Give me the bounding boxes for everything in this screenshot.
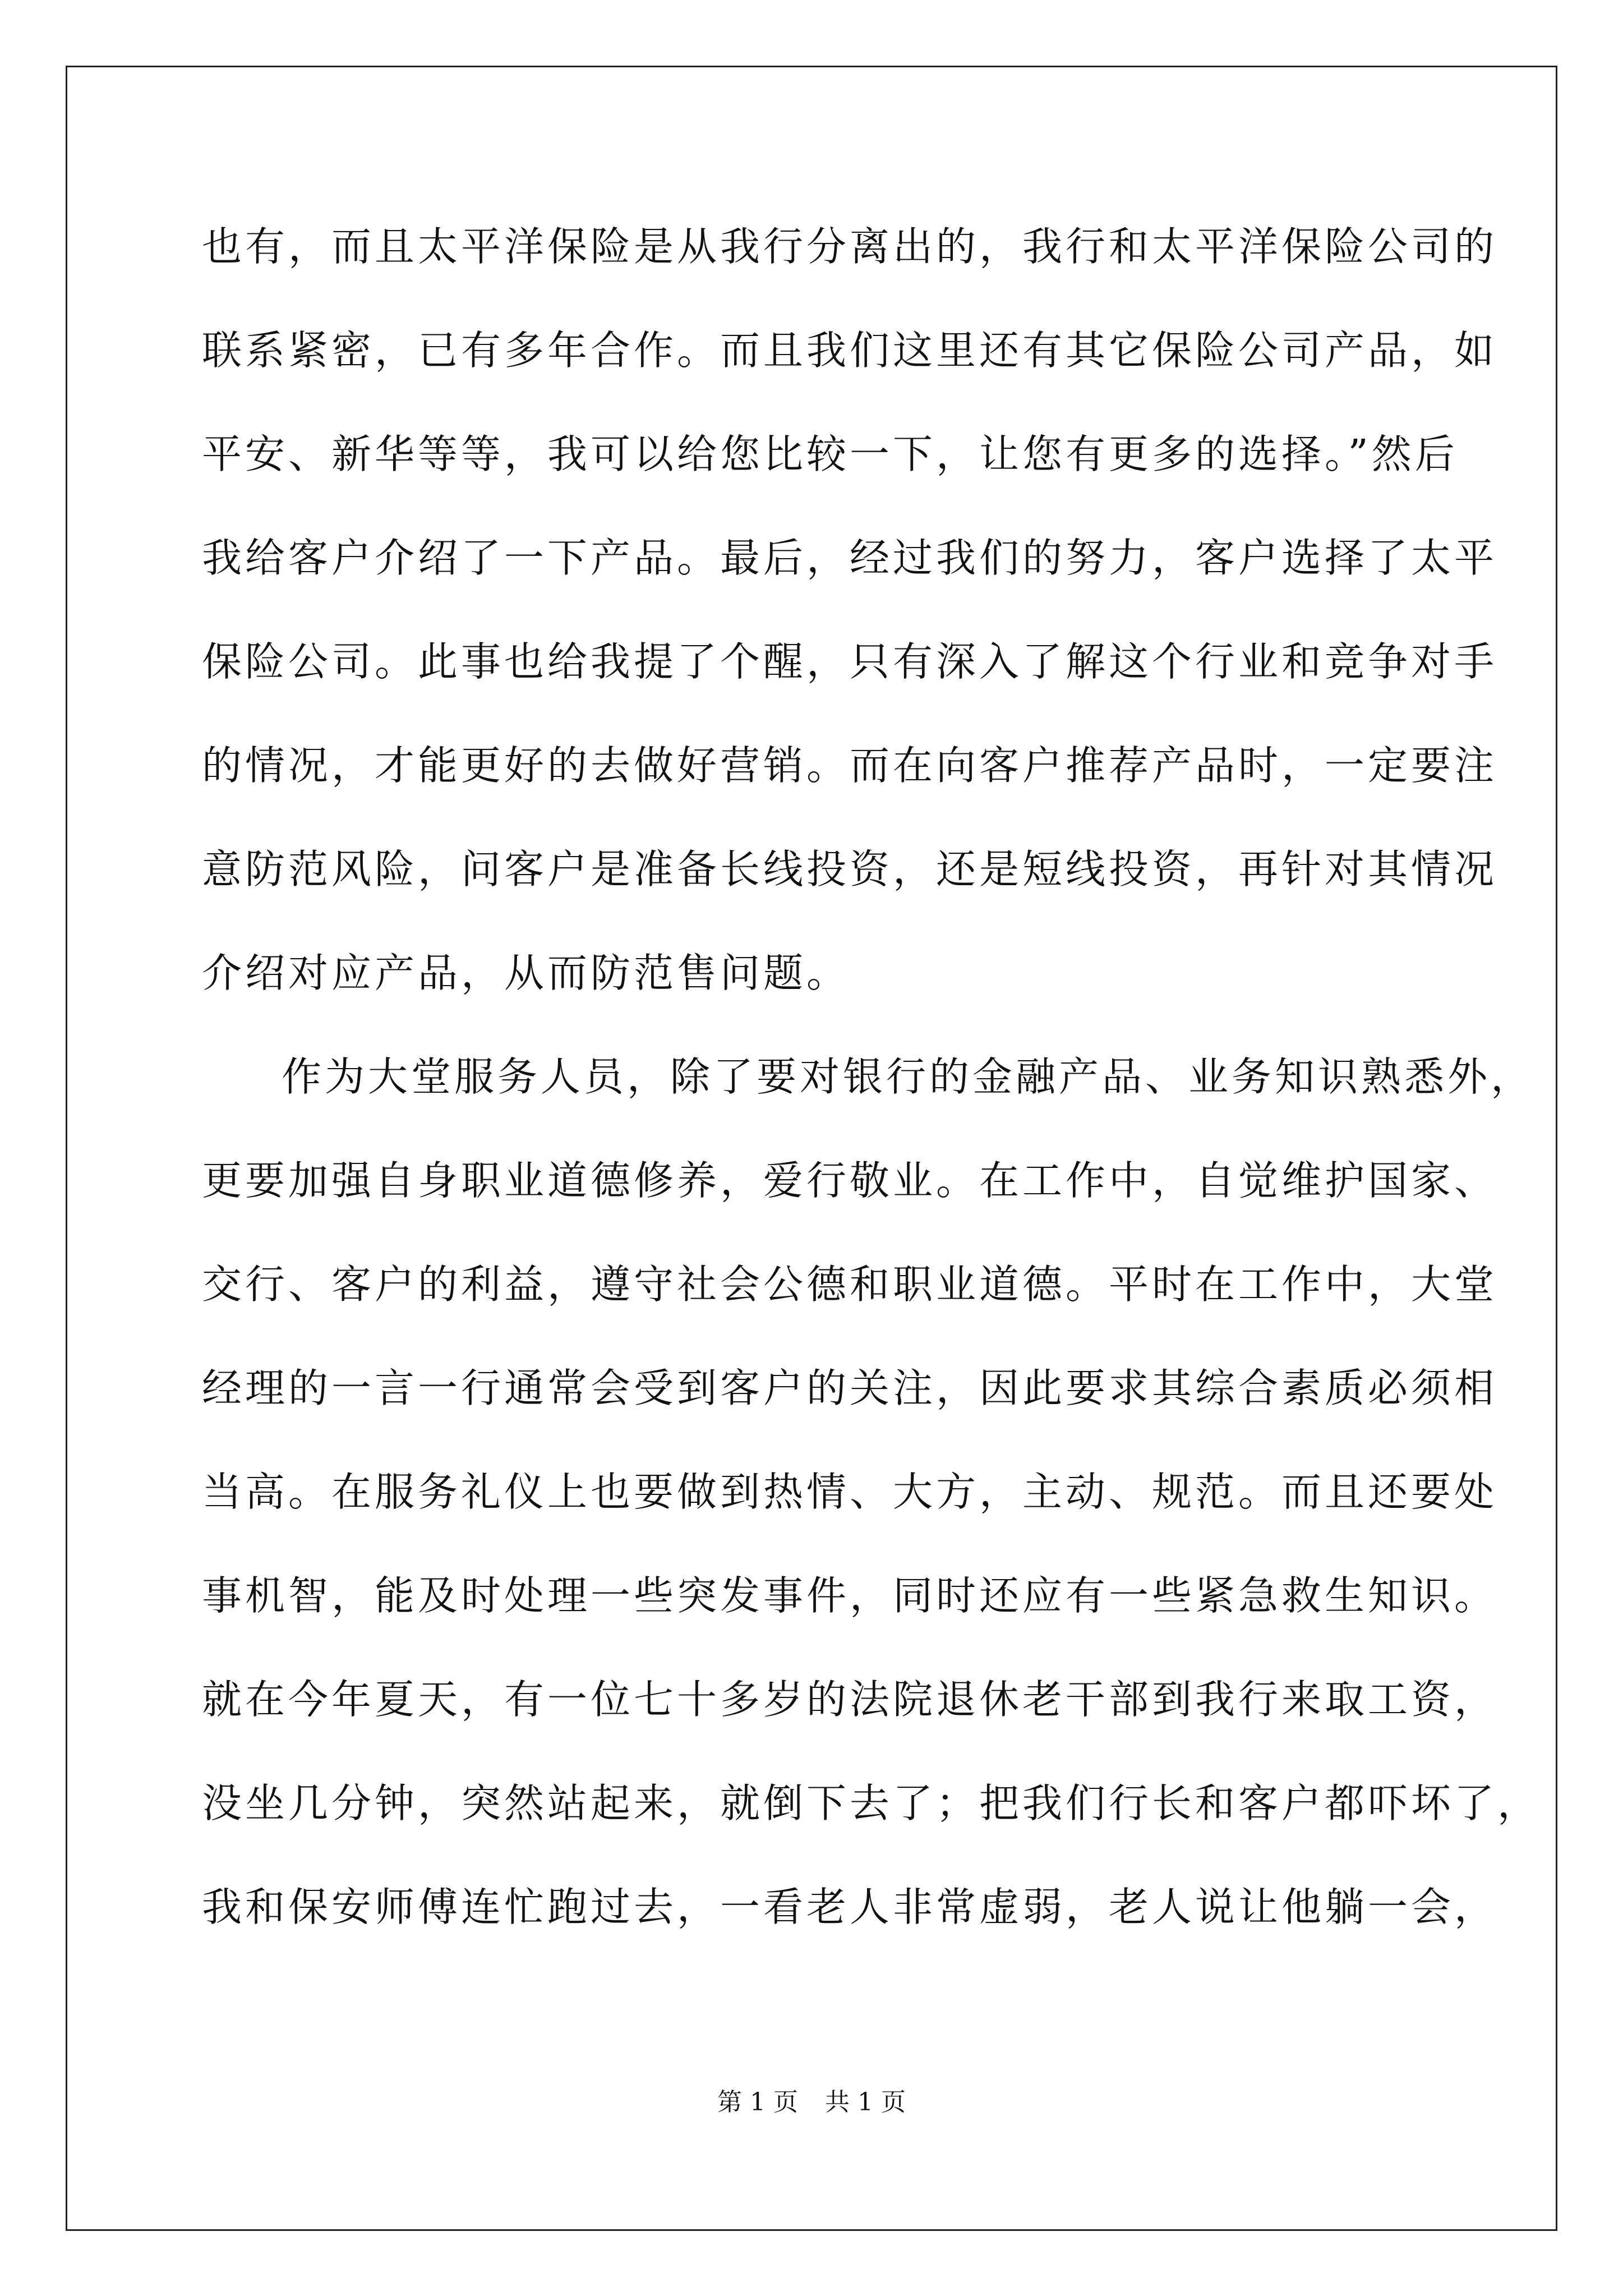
- text-line: 交行、客户的利益，遵守社会公德和职业道德。平时在工作中，大堂: [202, 1261, 1498, 1308]
- text-line: 当高。在服务礼仪上也要做到热情、大方，主动、规范。而且还要处: [202, 1469, 1498, 1515]
- page-footer: [0, 2086, 1623, 2119]
- text-line: 平安、新华等等，我可以给您比较一下，让您有更多的选择。”然后: [202, 431, 1458, 477]
- text-line: 事机智，能及时处理一些突发事件，同时还应有一些紧急救生知识。: [202, 1572, 1498, 1619]
- page-total: 共 1 页: [825, 2088, 906, 2116]
- text-line: 的情况，才能更好的去做好营销。而在向客户推荐产品时，一定要注: [202, 742, 1498, 789]
- text-line: 也有，而且太平洋保险是从我行分离出的，我行和太平洋保险公司的: [202, 223, 1498, 270]
- text-line: 我给客户介绍了一下产品。最后，经过我们的努力，客户选择了太平: [202, 535, 1498, 581]
- text-line: 意防范风险，问客户是准备长线投资，还是短线投资，再针对其情况: [202, 846, 1498, 892]
- text-line: 我和保安师傅连忙跑过去，一看老人非常虚弱，老人说让他躺一会，: [202, 1884, 1498, 1930]
- paragraph-first-line: 作为大堂服务人员，除了要对银行的金融产品、业务知识熟悉外，: [282, 1053, 1534, 1100]
- text-line: 经理的一言一行通常会受到客户的关注，因此要求其综合素质必须相: [202, 1365, 1498, 1411]
- text-line: 联系紧密，已有多年合作。而且我们这里还有其它保险公司产品，如: [202, 327, 1498, 374]
- text-line: 保险公司。此事也给我提了个醒，只有深入了解这个行业和竞争对手: [202, 638, 1498, 685]
- text-line: 就在今年夏天，有一位七十多岁的法院退休老干部到我行来取工资，: [202, 1676, 1498, 1723]
- page-number: 第 1 页: [717, 2088, 798, 2116]
- text-line: 没坐几分钟，突然站起来，就倒下去了；把我们行长和客户都吓坏了，: [202, 1780, 1541, 1826]
- text-line: 介绍对应产品，从而防范售问题。: [202, 950, 850, 996]
- text-line: 更要加强自身职业道德修养，爱行敬业。在工作中，自觉维护国家、: [202, 1157, 1498, 1204]
